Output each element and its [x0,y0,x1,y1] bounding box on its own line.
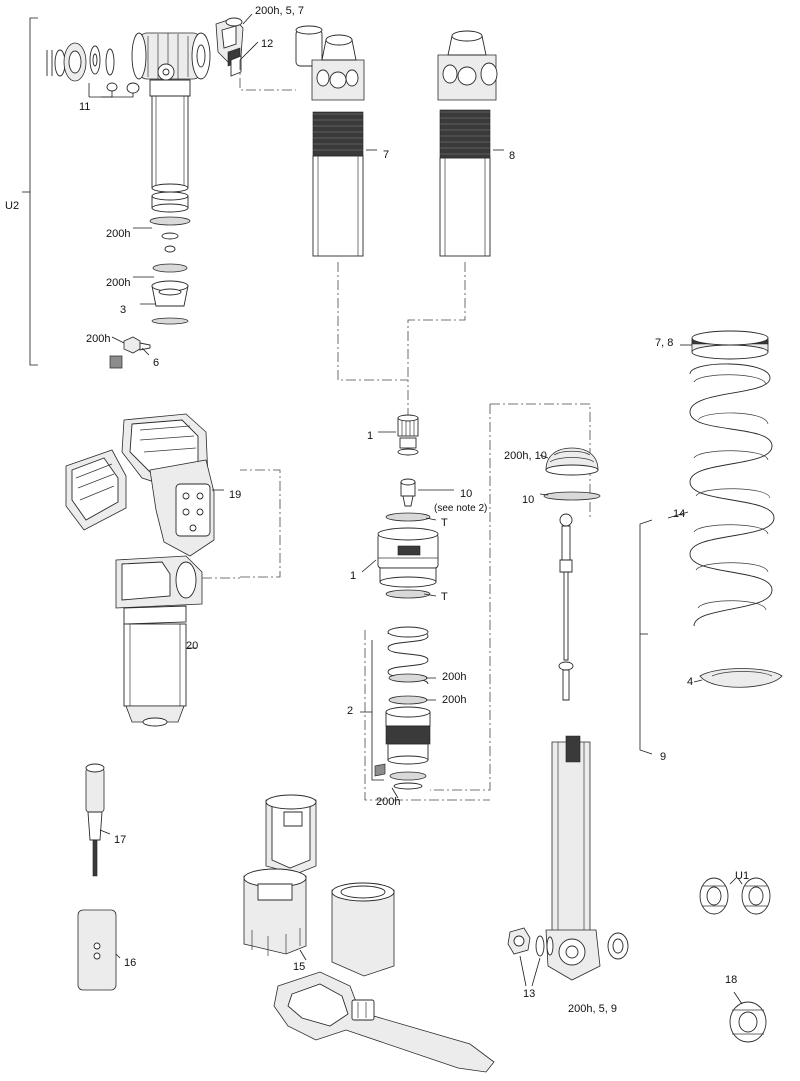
group-2-spring-piston [360,627,490,800]
u2-bracket [22,18,38,365]
callout-4: 4 [687,676,694,688]
callout-10-b: 10 [522,494,535,506]
callout-200h-e: 200h [442,694,467,706]
callout-13: 13 [523,988,536,1000]
callout-7-8: 7, 8 [655,337,674,349]
damper-20 [116,556,240,726]
callout-200h-10: 200h, 10 [504,450,547,462]
callout-12: 12 [261,38,274,50]
callout-14: 14 [673,508,686,520]
callout-16: 16 [124,957,137,969]
callout-200h-d: 200h [442,671,467,683]
callout-200h-b: 200h [106,277,131,289]
callout-200h-f: 200h [376,796,401,808]
coil-spring-14 [668,331,774,626]
bushings-u1-18 [700,878,770,1042]
tools-15 [244,795,494,1072]
callout-11: 11 [79,101,91,113]
tool-17 [86,764,110,876]
callout-200h-c: 200h [86,333,111,345]
callout-note-2: (see note 2) [434,503,488,514]
callout-u1: U1 [735,870,750,882]
shock-7 [312,35,377,256]
shock-8 [438,31,504,256]
shaft-9 [546,514,652,980]
callout-7: 7 [383,149,390,161]
callout-200h-5-7: 200h, 5, 7 [255,5,304,17]
callout-3: 3 [120,304,127,316]
callout-9: 9 [660,751,667,763]
callout-200h-5-9: 200h, 5, 9 [568,1003,617,1015]
pad-16 [78,910,120,990]
callout-19: 19 [229,489,242,501]
callout-1-a: 1 [367,430,374,442]
callout-200h-a: 200h [106,228,131,240]
bellows-10 [540,448,600,500]
callout-8: 8 [509,150,516,162]
group-11-hardware [47,43,139,97]
callout-18: 18 [725,974,738,986]
callout-t-b: T [441,591,448,603]
damper-assembly-top-left [132,33,210,192]
spring-seat-4 [694,669,782,688]
callout-20: 20 [186,640,199,652]
callout-6: 6 [153,357,160,369]
callout-17: 17 [114,834,127,846]
callout-10-a: 10 [460,488,473,500]
remote-lever-19 [66,414,224,556]
callout-u2: U2 [5,200,20,212]
callout-2: 2 [347,705,354,717]
callout-15: 15 [293,961,306,973]
assembly-reference-lines [176,60,590,790]
callout-t-a: T [441,517,448,529]
callout-1-b: 1 [350,570,357,582]
